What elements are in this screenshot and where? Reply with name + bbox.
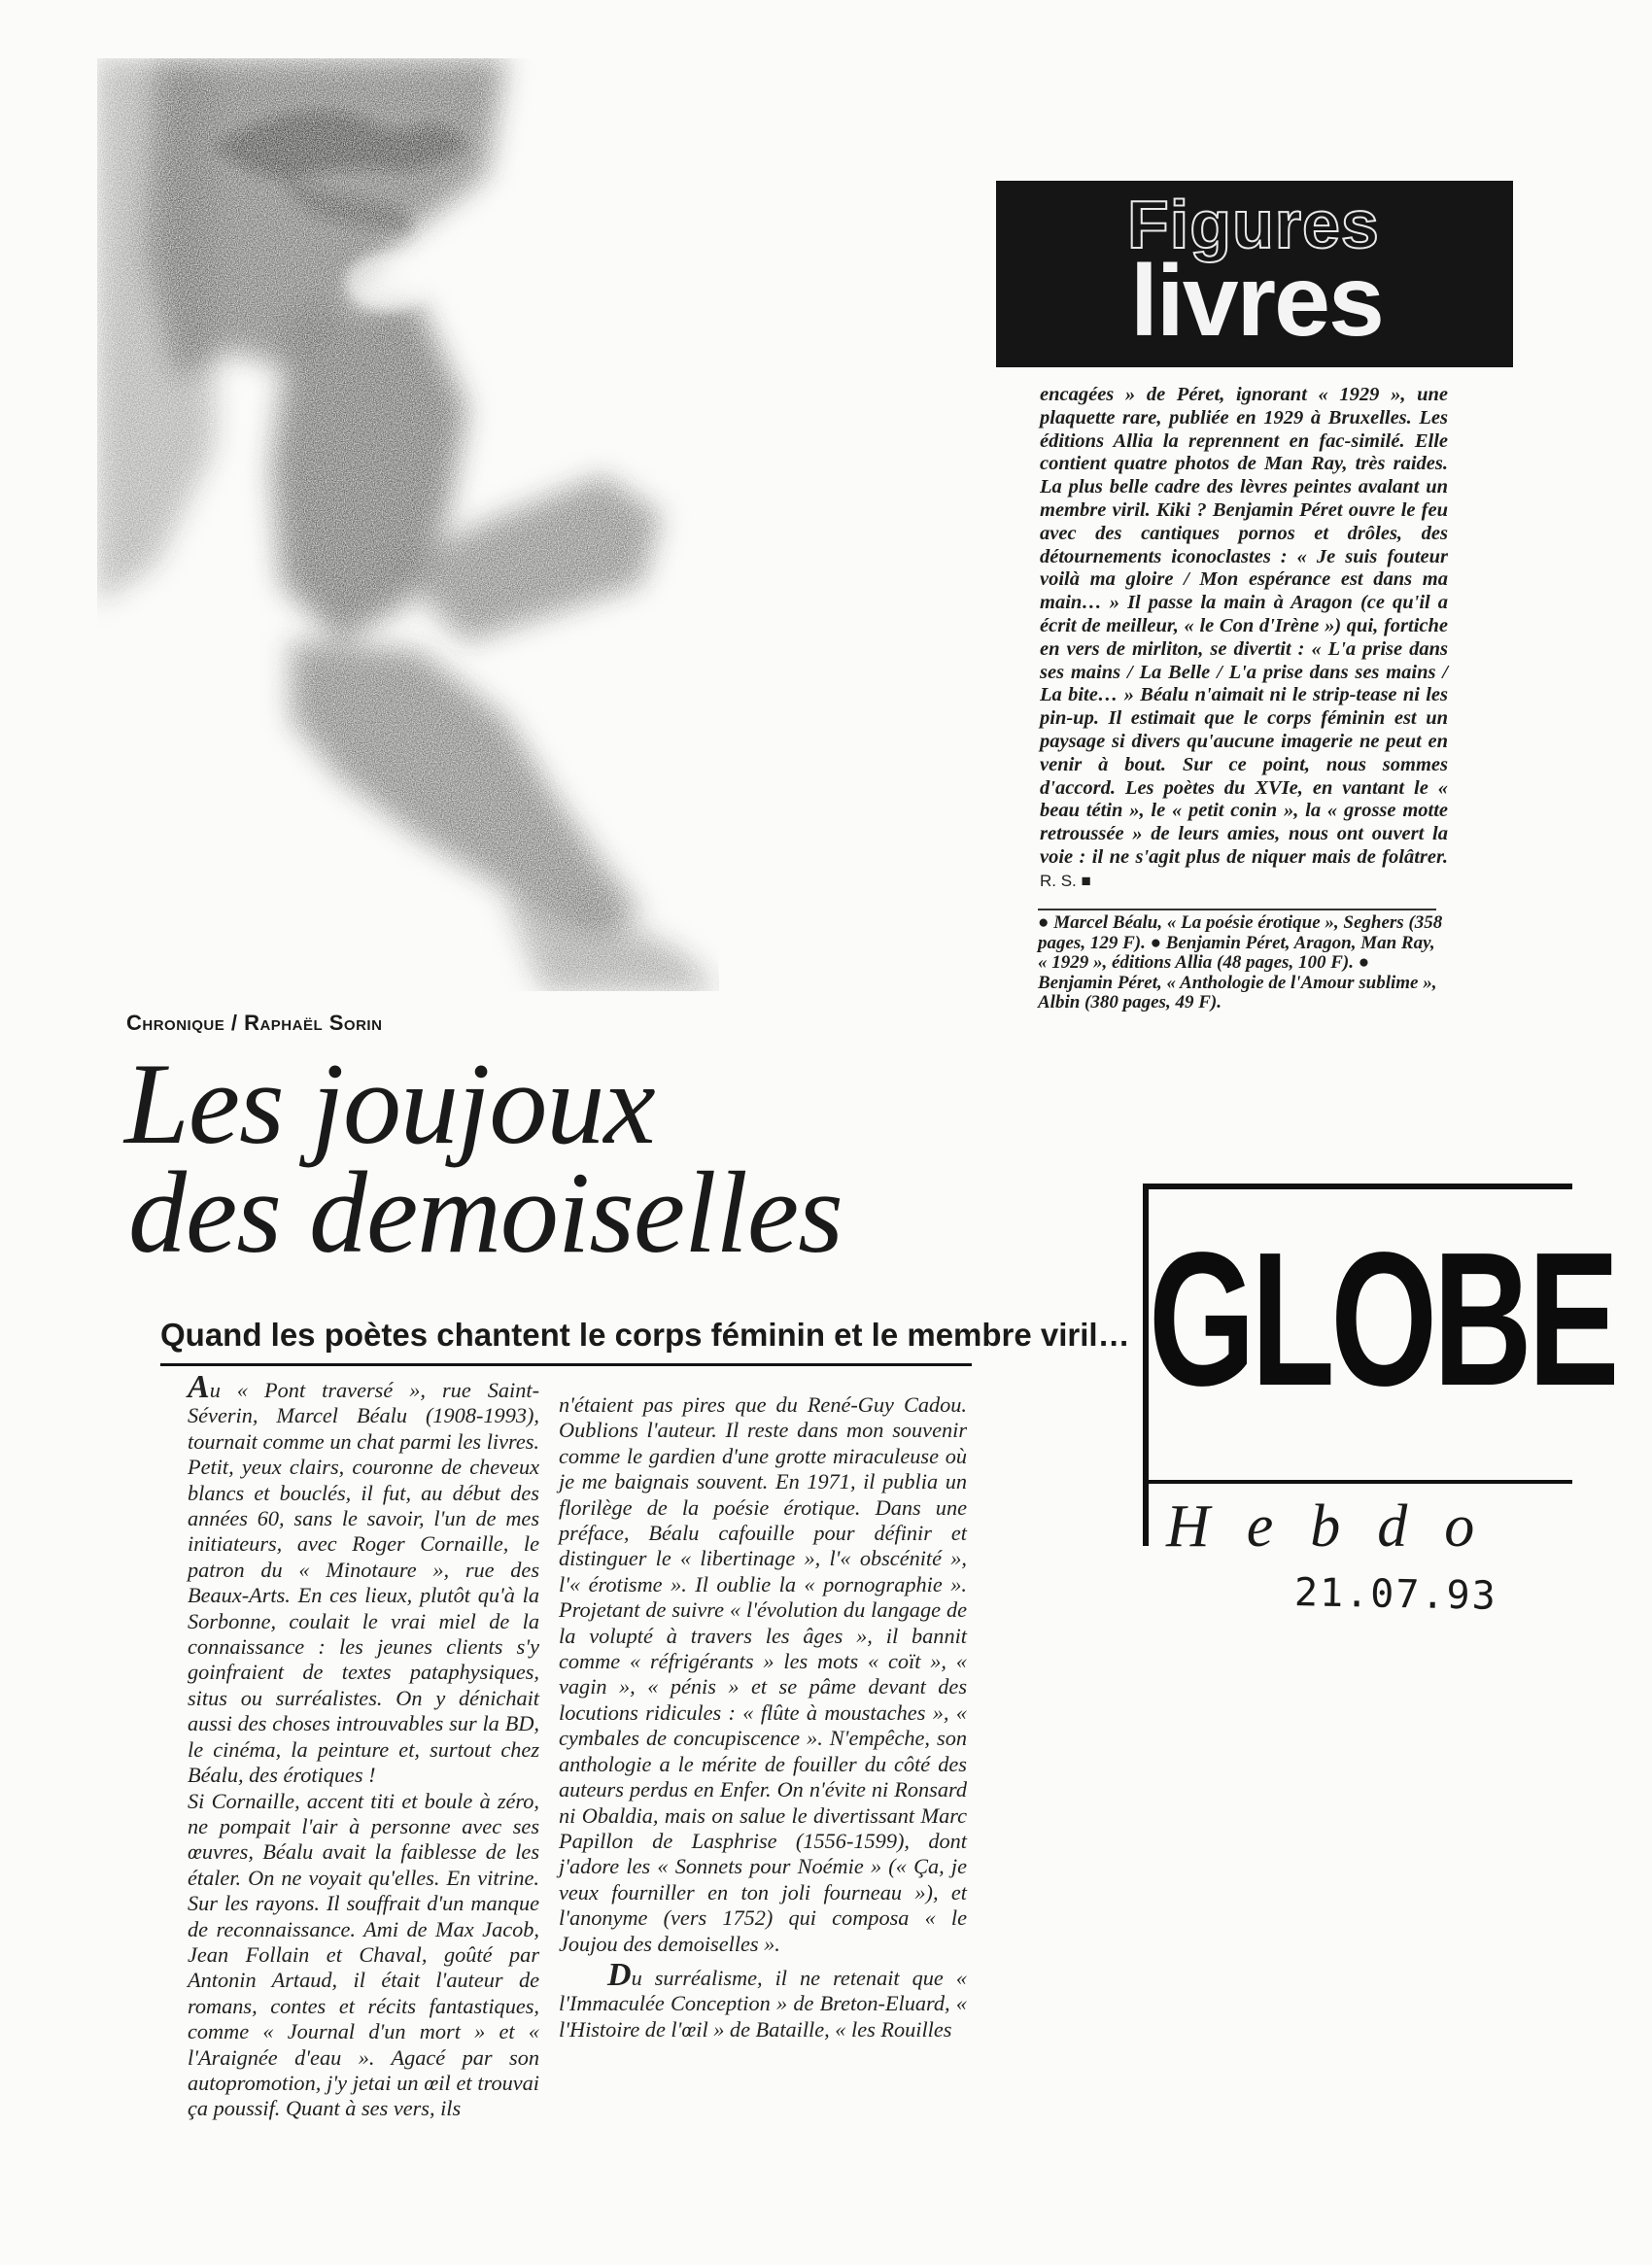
article-column-2 [559,1392,967,2042]
right-column-text [1040,384,1448,893]
byline-author: Raphaël Sorin [244,1011,383,1035]
drop-cap: D [607,1956,632,1993]
globe-logo [1143,1184,1616,1486]
chronique-byline [126,1011,382,1036]
headline-line-2: des demoiselles [128,1148,843,1277]
article-column-1 [188,1369,539,2122]
right-column-body: encagées » de Péret, ignorant « 1929 », une plaquette rare, publiée en 1929 à Bruxelles. Les éditions Allia la reprennent en fac-similé. Elle contient quatre photos de Man Ray, très raides. La plus belle cadre des lèvres peintes avalant un membre viril. Kiki ? Benjamin Péret ouvre le feu avec des cantiques pornos et drôles, des détournements iconoclastes : « Je suis fouteur voilà ma gloire / Mon espérance est dans ma main… » Il passe la main à Aragon (ce qu'il a écrit de meilleur, « le Con d'Irène ») qui, fortiche en vers de mirliton, se divertit : « L'a prise dans ses mains / La Belle / L'a prise dans ses mains / La bite… » Béalu n'aimait ni le strip-tease ni les pin-up. Il estimait que le corps féminin est un paysage si divers qu'aucune imagerie ne peut en venir à bout. Sur ce point, nous sommes d'accord. Les poètes du XVIe, en vantant le « beau tétin », le « petit conin », la « grosse motte retroussée » de leurs amies, nous ont ouvert la voie : il ne s'agit plus de niquer mais de folâtrer. [1040,384,1448,868]
globe-hebdo-label: Hebdo [1166,1493,1512,1560]
column-2-paragraph-2-text: u surréalisme, il ne retenait que « l'Immaculée Conception » de Breton-Eluard, « l'Histoire de l'œil » de Bataille, « les Rouilles [559,1965,967,2042]
handwritten-date: 21.07.93 [1293,1570,1498,1619]
globe-logo-underline [1143,1480,1572,1484]
column-2-paragraph-2 [559,1956,967,2042]
column-1-paragraph-2: Si Cornaille, accent titi et boule à zéro, ne pompait l'air à personne avec ses œuvres, Béalu avait la faiblesse de les étaler. On ne voyait qu'elles. En vitrine. Sur les rayons. Il souffrait d'un manque de reconnaissance. Ami de Max Jacob, Jean Follain et Chaval, goûté par Antonin Artaud, il était l'auteur de romans, contes et récits fantastiques, comme « Journal d'un mort » et « l'Araignée d'eau ». Agacé par son autopromotion, j'y jetai un œil et trouvai ça poussif. Quant à ses vers, ils [188,1788,539,2121]
column-1-paragraph-1-text: u « Pont traversé », rue Saint-Séverin, Marcel Béalu (1908-1993), tournait comme un chat parmi les livres. Petit, yeux clairs, couronne de cheveux blancs et bouclés, il fut, au début des années 60, sans le savoir, l'un de mes initiateurs, avec Roger Cornaille, le patron du « Minotaure », rue des Beaux-Arts. En ces lieux, plutôt qu'à la Sorbonne, coulait le vrai miel de la connaissance : les jeunes clients s'y goinfraient de textes pataphysiques, situs ou surréalistes. On y dénichait aussi des choses introuvables sur la BD, le cinéma, la peinture et, surtout chez Béalu, des érotiques ! [188,1378,539,1788]
book-references: ● Marcel Béalu, « La poésie érotique », Seghers (358 pages, 129 F). ● Benjamin Péret, Aragon, Man Ray, « 1929 », éditions Allia (48 pages, 100 F). ● Benjamin Péret, « Anthologie de l'Amour sublime », Albin (380 pages, 49 F). [1038,912,1443,1012]
author-signature: R. S. ■ [1040,871,1091,890]
globe-logo-word: GLOBE [1149,1213,1616,1425]
article-subtitle: Quand les poètes chantent le corps féminin et le membre viril… [160,1317,1130,1353]
references-rule [1038,909,1436,910]
byline-rubric: Chronique [126,1011,225,1035]
article-photo [97,58,836,991]
banner-livres: livres [1130,245,1383,358]
drop-cap: A [188,1369,210,1405]
byline-separator: / [224,1011,245,1035]
headline-line-1: Les joujoux [124,1039,655,1168]
banner-figures: Figures [1127,187,1380,262]
globe-logo-tick [1143,1480,1149,1546]
column-2-paragraph-1: n'étaient pas pires que du René-Guy Cadou. Oublions l'auteur. Il reste dans mon souvenir comme le gardien d'une grotte miraculeuse où je me baignais souvent. En 1971, il publia un florilège de la poésie érotique. Dans une préface, Béalu cafouille pour définir et distinguer le « libertinage », l'« obscénité », l'« érotisme ». Il oublie la « pornographie ». Projetant de suivre « l'évolution du langage de la volupté à travers les âges », il bannit comme « réfrigérants » les mots « coït », « vagin », « pénis » et se pâme devant des locutions ridicules : « flûte à moustaches », « cymbales de concupiscence ». N'empêche, son anthologie a le mérite de fouiller du côté des auteurs perdus en Enfer. On n'évite ni Ronsard ni Obaldia, mais on salue le divertissant Marc Papillon de Lasphrise (1556-1599), dont j'adore les « Sonnets pour Noémie » (« Ça, je veux fourniller en ton joli fourneau »), et l'anonyme (vers 1752) qui composa « le Joujou des demoiselles ». [559,1392,967,1956]
article-headline [124,1039,999,1277]
column-1-paragraph-1 [188,1369,539,1789]
figures-livres-banner [996,181,1513,367]
subtitle-rule [160,1363,972,1366]
